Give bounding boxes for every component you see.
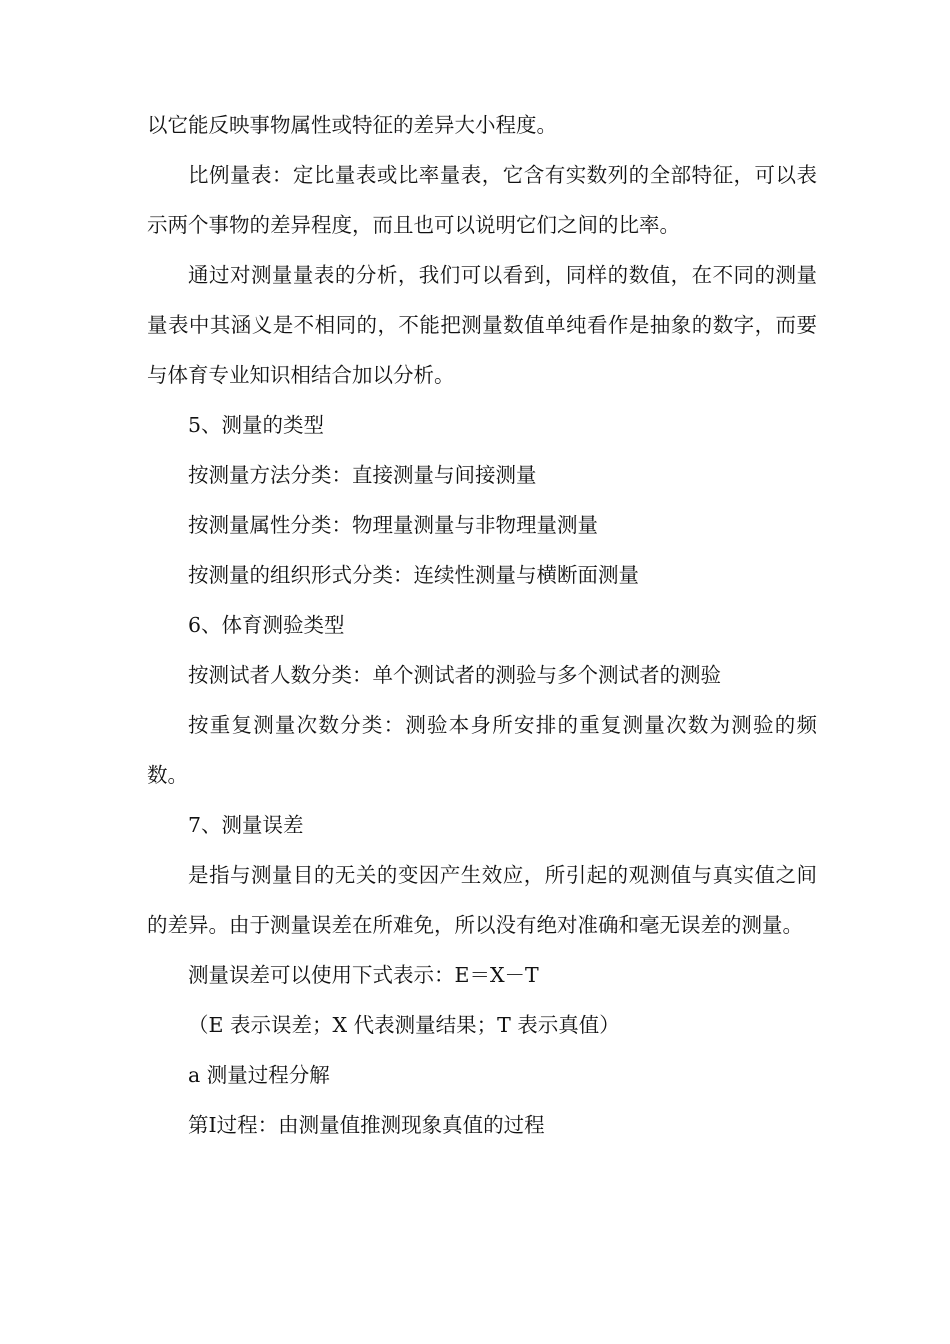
list-item-by-repetition: 按重复测量次数分类：测验本身所安排的重复测量次数为测验的频数。	[147, 713, 817, 787]
list-item-by-testee-count: 按测试者人数分类：单个测试者的测验与多个测试者的测验	[188, 663, 721, 687]
list-item-by-attribute: 按测量属性分类：物理量测量与非物理量测量	[188, 513, 598, 537]
heading-process-breakdown: a 测量过程分解	[188, 1063, 330, 1087]
document-body	[147, 100, 817, 1150]
paragraph-continuation: 以它能反映事物属性或特征的差异大小程度。	[147, 113, 557, 137]
list-item-by-organization: 按测量的组织形式分类：连续性测量与横断面测量	[188, 563, 639, 587]
paragraph-error-definition: 是指与测量目的无关的变因产生效应，所引起的观测值与真实值之间的差异。由于测量误差在所难免，所以没有绝对准确和毫无误差的测量。	[147, 863, 817, 937]
list-item-by-method: 按测量方法分类：直接测量与间接测量	[188, 463, 537, 487]
heading-measurement-error: 7、测量误差	[188, 813, 304, 837]
paragraph-ratio-scale: 比例量表：定比量表或比率量表，它含有实数列的全部特征，可以表示两个事物的差异程度，而且也可以说明它们之间的比率。	[147, 163, 817, 237]
paragraph-process-one: 第Ⅰ过程：由测量值推测现象真值的过程	[188, 1113, 545, 1137]
paragraph-error-formula: 测量误差可以使用下式表示：E＝X－T	[188, 963, 539, 987]
paragraph-formula-legend: （E 表示误差；X 代表测量结果；T 表示真值）	[188, 1013, 620, 1037]
heading-test-types: 6、体育测验类型	[188, 613, 345, 637]
heading-measurement-types: 5、测量的类型	[188, 413, 325, 437]
paragraph-scale-analysis: 通过对测量量表的分析，我们可以看到，同样的数值，在不同的测量量表中其涵义是不相同的，不能把测量数值单纯看作是抽象的数字，而要与体育专业知识相结合加以分析。	[147, 263, 817, 387]
